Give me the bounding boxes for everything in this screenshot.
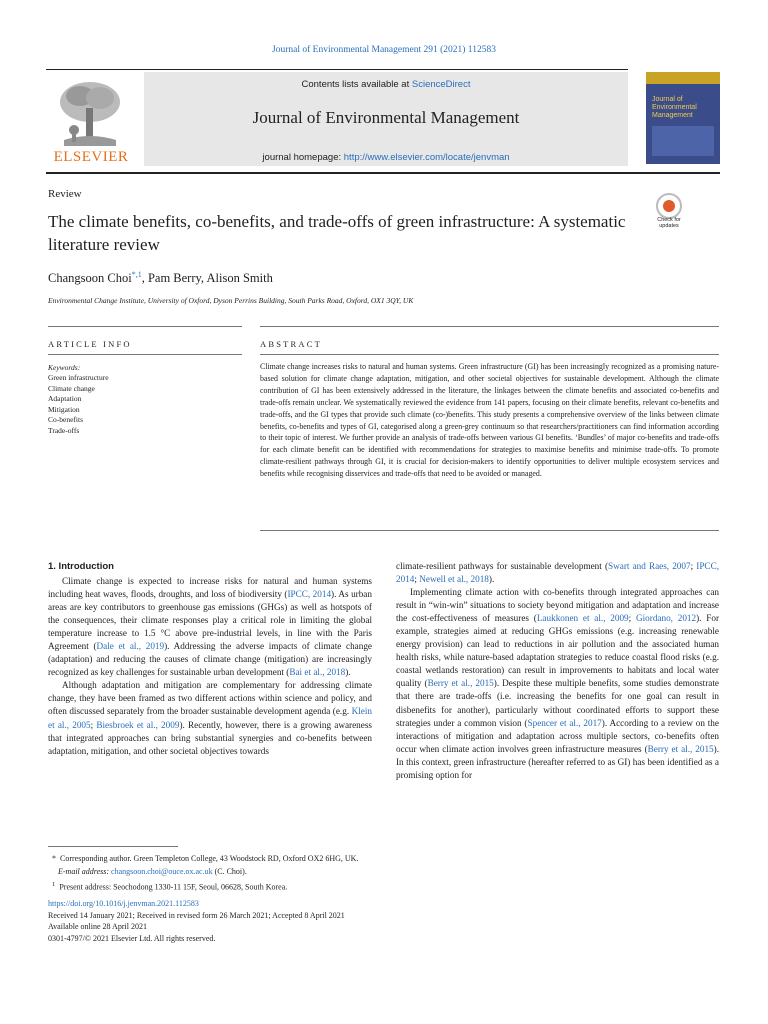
doi-link[interactable]: https://doi.org/10.1016/j.jenvman.2021.112583: [48, 899, 199, 908]
reference-link[interactable]: Laukkonen et al., 2009: [536, 613, 629, 624]
abstract-rule: [260, 354, 719, 355]
keyword-item: Green infrastructure: [48, 373, 109, 382]
article-type: Review: [48, 188, 82, 200]
homepage-link[interactable]: http://www.elsevier.com/locate/jenvman: [343, 152, 510, 163]
sciencedirect-link[interactable]: ScienceDirect: [411, 79, 471, 90]
author-choi[interactable]: Changsoon Choi: [48, 271, 132, 286]
reference-link[interactable]: Swart and Raes, 2007: [608, 561, 691, 571]
paragraph: Climate change is expected to increase risks for natural and human systems including heat waves, floods, droughts, and loss of biodiversity (IPCC, 2014). As urban areas are key contributors to greenhouse gas emissions (GHGs) as well as hotspots of the consequences, their climate responses play a critical role in limiting the global temperature increase to 1.5 °C above pre-industrial levels, in line with the Paris Agreement (Dale et al., 2019). Addressing the adverse impacts of climate change (adaptation) and reducing the causes of climate change (mitigation) are increasingly recognized as key challenges for sustainable urban development (Bai et al., 2018).: [48, 576, 373, 678]
header-rule: [46, 69, 628, 70]
paragraph: Although adaptation and mitigation are complementary for addressing climate change, they have been framed as two different actions within science and policy, and often discussed separately from the broader sustainable development agenda (e.g. Klein et al., 2005; Biesbroek et al., 2009). Recently, however, there is a growing awareness that integrated approaches can bring substantial synergies and co-benefits between adaptation, mitigation, and other societal objectives towards: [48, 680, 372, 756]
cover-image: [652, 126, 714, 156]
homepage-prefix: journal homepage:: [262, 152, 344, 163]
copyright: 0301-4797/© 2021 Elsevier Ltd. All rights reserved.: [48, 933, 216, 943]
journal-name: Journal of Environmental Management: [252, 108, 520, 127]
reference-link[interactable]: IPCC, 2014: [287, 589, 332, 600]
paper-title: The climate benefits, co-benefits, and trade-offs of green infrastructure: A systematic literature review: [48, 212, 626, 254]
footnote-email: E-mail address: changsoon.choi@ouce.ox.ac.uk (C. Choi).: [58, 867, 247, 876]
journal-citation[interactable]: Journal of Environmental Management 291 (2021) 112583: [272, 45, 496, 55]
contents-line: [144, 79, 628, 90]
reference-link[interactable]: Klein et al., 2005: [48, 706, 372, 730]
keyword-item: Trade-offs: [48, 425, 80, 435]
authors-rest[interactable]: Pam Berry, Alison Smith: [147, 271, 273, 286]
check-for-updates-badge[interactable]: [650, 193, 688, 233]
contents-prefix: Contents lists available at: [301, 79, 412, 90]
affiliation: Environmental Change Institute, University of Oxford, Dyson Perrins Building, South Parks Road, Oxford, OX1 3QY, UK: [48, 296, 414, 305]
keywords-list: [48, 373, 109, 437]
article-info-rule: [48, 354, 242, 355]
footnote-present-address: $^1$ Present address: Seochodong 1330-11 15F, Seoul, 06628, South Korea.: [52, 881, 288, 892]
paragraph: climate-resilient pathways for sustainable development (Swart and Raes, 2007; IPCC, 2014; Newell et al., 2018).: [396, 561, 719, 585]
keyword-item: Co-benefits: [48, 415, 83, 425]
online-date: Available online 28 April 2021: [48, 922, 147, 931]
abstract-rule-top: [260, 326, 719, 327]
reference-link[interactable]: Biesbroek et al., 2009: [96, 719, 180, 730]
homepage-line: [144, 152, 628, 163]
author-separator: ,: [141, 271, 148, 286]
header-bottom-rule: [46, 172, 720, 174]
reference-link[interactable]: IPCC, 2014: [396, 561, 719, 585]
section-heading-introduction: 1. Introduction: [48, 561, 114, 572]
reference-link[interactable]: Newell et al., 2018: [419, 574, 489, 585]
abstract-heading: ABSTRACT: [260, 339, 322, 349]
abstract-text: Climate change increases risks to natural and human systems. Green infrastructure (GI) has been increasingly recognized as a promising nature-based solution for climate change adaptation, mitigation, and other societal objectives for sustainable development. Although the climate contribution of GI has been extensively addressed in the literature, the linkages between the climate benefits and associated co-benefits and trade-offs remain unclear. We systematically reviewed the evidence from 141 papers, focusing on their climate benefits, relevant co-benefits and trade-offs, and the GI types that provide such climate (co-)benefits. This study presents a comprehensive overview of the links between climate benefits, co-benefits and types of GI, categorised along a green-grey continuum so that researchers/practitioners can find information according to their topic of interest. We further provide an analysis of trade-offs between various GI benefits. ‘Bundles’ of major co-benefits and trade-offs for each climate benefit can be identified with recommendations for strategies to maximise benefits and minimise trade-offs. To promote climate-resilient pathways through GI, it is crucial for decision-makers to identify opportunities to deliver multiple ecosystem services and benefits while recognising disservices and trade-offs that need to be avoided or managed.: [260, 362, 719, 479]
footnotes: [48, 852, 358, 894]
keyword-item: Climate change: [48, 383, 95, 393]
footnote-corresponding: * Corresponding author. Green Templeton College, 43 Woodstock RD, Oxford OX2 6HG, UK.: [52, 854, 359, 863]
email-link[interactable]: changsoon.choi@ouce.ox.ac.uk: [111, 867, 213, 876]
keyword-item: Mitigation: [48, 404, 80, 414]
reference-link[interactable]: Spencer et al., 2017: [527, 717, 602, 728]
cover-title: Journal of Environmental Management: [652, 96, 697, 119]
cover-band: [646, 72, 720, 84]
check-updates-text: Check for updates: [657, 217, 681, 229]
reference-link[interactable]: Dale et al., 2019: [96, 641, 165, 652]
body-column-right: [396, 560, 719, 782]
publication-info: [48, 898, 345, 944]
paragraph: Implementing climate action with co-benefits through integrated approaches can result in “win-win” situations to society beyond mitigation and adaptation and increase the cost-effectiveness of measures (Laukkonen et al., 2009; Giordano, 2012). For example, strategies aimed at reducing GHGs emissions (e.g. increasing renewable energy provision) can lead to reductions in air pollution and the associated human health risks, while nature-based adaptation strategies to reduce coastal flood risks (e.g. coastal wetlands restoration) can result in improvements to habitats and local water quality (Berry et al., 2015). Despite these multiple benefits, some studies demonstrate that there are trade-offs (i.e. increasing the benefits for one goal can result in disbenefits for another), particularly without coordinated efforts to support these strategies under a common vision (Spencer et al., 2017). According to a review on the interactions of mitigation and adaptation across multiple sectors, co-benefits often occur when climate action involves green infrastructure measures (Berry et al., 2015). In this context, green infrastructure (hereafter referred to as GI) has been identified as a promising option for: [396, 587, 720, 780]
abstract-rule-bottom: [260, 530, 719, 531]
elsevier-logo-text: ELSEVIER: [53, 149, 129, 165]
journal-cover-thumbnail[interactable]: [646, 72, 720, 164]
reference-link[interactable]: Giordano, 2012: [635, 613, 697, 624]
keywords-label: Keywords:: [48, 363, 81, 372]
elsevier-tree-icon: [54, 78, 126, 148]
article-info-rule-top: [48, 326, 242, 327]
article-info-heading: ARTICLE INFO: [48, 339, 132, 349]
author-marks[interactable]: *,1: [131, 270, 142, 279]
elsevier-logo[interactable]: [46, 72, 136, 166]
journal-banner: [144, 72, 628, 166]
reference-link[interactable]: Berry et al., 2015: [427, 678, 494, 689]
keyword-item: Adaptation: [48, 394, 82, 404]
reference-link[interactable]: Bai et al., 2018: [289, 667, 346, 678]
footnote-rule: [48, 846, 178, 847]
body-column-left: [48, 575, 372, 758]
author-list: [48, 270, 273, 286]
reference-link[interactable]: Berry et al., 2015: [647, 743, 714, 754]
received-dates: Received 14 January 2021; Received in revised form 26 March 2021; Accepted 8 April 2021: [48, 910, 345, 920]
check-updates-icon: [656, 193, 682, 219]
